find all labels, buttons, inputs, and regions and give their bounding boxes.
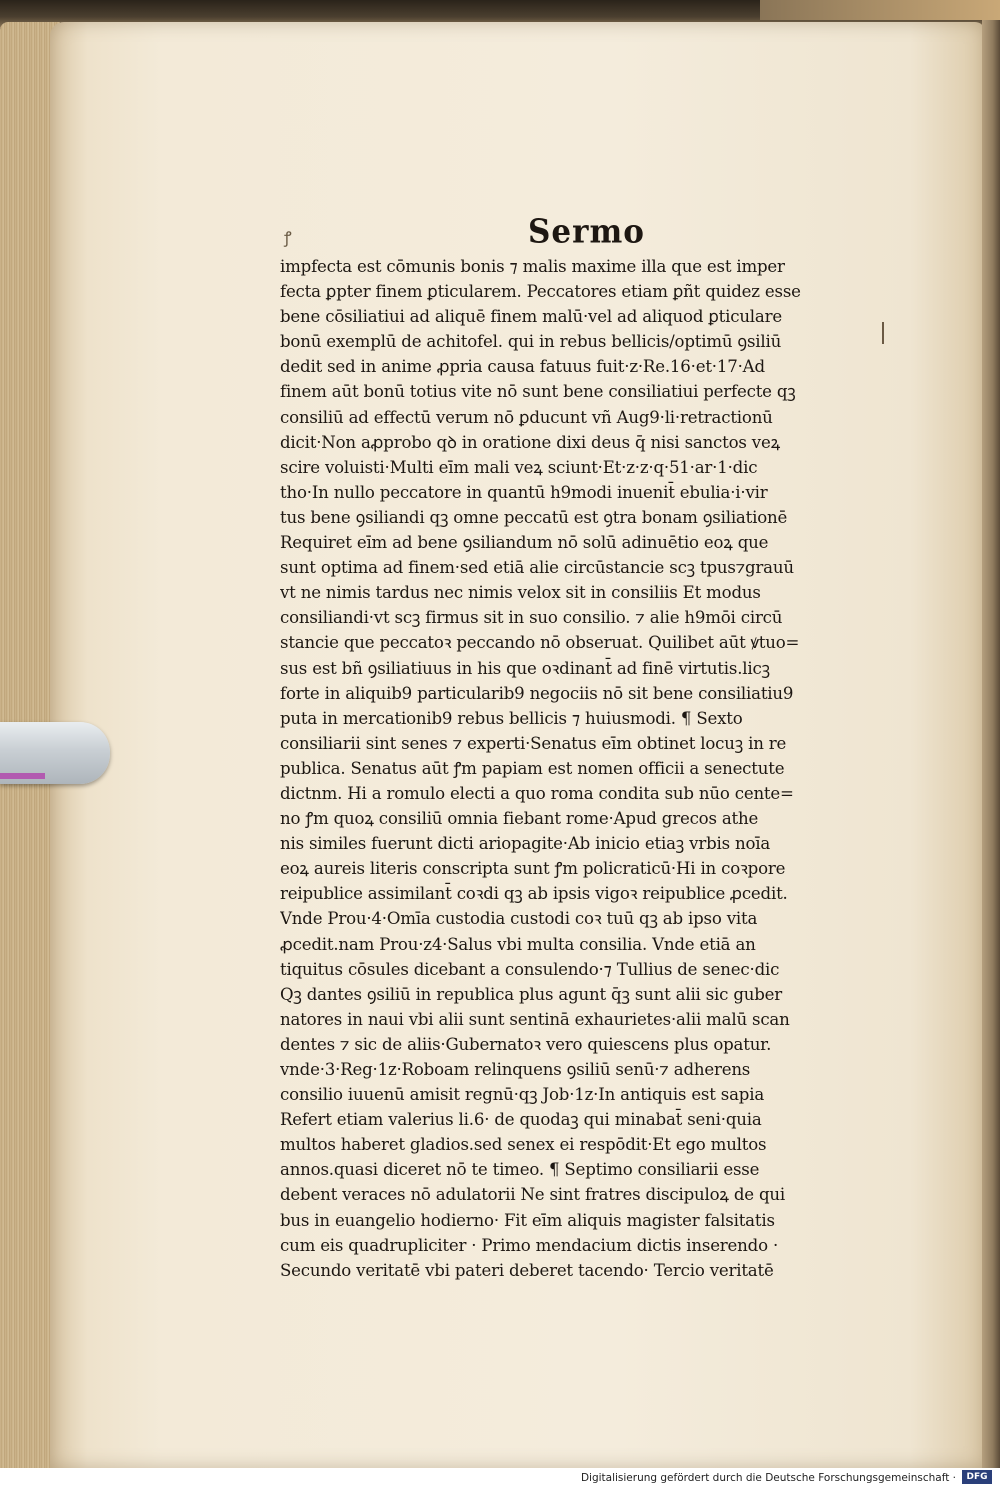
text-line: vnde·3·Reg·1z·Roboam relinquens ꝯsiliū senū·⁊ adherens — [280, 1060, 751, 1079]
text-line: bene cōsiliatiui ad aliquē finem malū·vel ad aliquod ꝑticulare — [280, 307, 782, 327]
text-line: stancie que peccatoꝛ peccando nō obseruat. Quilibet aūt ꝟtuo= — [280, 633, 800, 653]
text-line: consiliū ad effectū verum nō ꝑducunt vñ Aug9·li·retractionū — [280, 407, 773, 427]
text-line: dedit sed in anime ꝓpria causa fatuus fuit·z·Re.16·et·17·Ad — [280, 357, 765, 377]
text-line: ꝓcedit.nam Prou·z4·Salus vbi multa consilia. Vnde etiā an — [280, 934, 756, 954]
text-line: annos.quasi diceret nō te timeo. ¶ Septimo consiliarii esse — [280, 1160, 760, 1180]
text-line: bonū exemplū de achitofel. qui in rebus bellicis/optimū ꝯsiliū — [280, 332, 782, 352]
text-line: no ꝭm quoꝝ consiliū omnia fiebant rome·Apud grecos athe — [280, 809, 759, 829]
text-line: tho·In nullo peccatore in quantū h9modi inuenit̄ ebulia·i·vir — [280, 482, 768, 502]
text-line: forte in aliquib9 particularib9 negociis nō sit bene consiliatiu9 — [280, 683, 794, 703]
text-line: puta in mercationib9 rebus bellicis ⁊ huiusmodi. ¶ Sexto — [280, 708, 743, 728]
text-block — [280, 254, 880, 1283]
text-line: Refert etiam valerius li.6· de quodaꝫ qui minabat̄ seni·quia — [280, 1110, 762, 1130]
text-line: sunt optima ad finem·sed etiā alie circūstancie scꝫ tpus⁊grauū — [280, 558, 794, 578]
text-line: consilio iuuenū amisit regnū·qꝫ Job·1z·In antiquis est sapia — [280, 1085, 765, 1105]
text-line: sus est bñ ꝯsiliatiuus in his que oꝛdinant̄ ad finē virtutis.licꝫ — [280, 658, 770, 678]
text-line: finem aūt bonū totius vite nō sunt bene consiliatiui perfecte qꝫ — [280, 382, 796, 402]
text-line: Vnde Prou·4·Omīa custodia custodi coꝛ tuū qꝫ ab ipso vita — [280, 909, 758, 929]
margin-mark — [882, 322, 884, 344]
bookmark-ribbon — [0, 773, 45, 779]
text-line: fecta ꝑpter finem ꝑticularem. Peccatores etiam ꝑñt quidez esse — [280, 282, 801, 302]
text-line: debent veraces nō adulatorii Ne sint fratres discipuloꝝ de qui — [280, 1185, 785, 1205]
text-line: Secundo veritatē vbi pateri deberet tacendo· Tercio veritatē — [280, 1260, 774, 1280]
text-line: impfecta est cōmunis bonis ⁊ malis maxime illa que est imper — [280, 257, 785, 276]
text-line: publica. Senatus aūt ꝭm papiam est nomen officii a senectute — [280, 758, 785, 778]
text-line: natores in naui vbi alii sunt sentinā exhaurietes·alii malū scan — [280, 1009, 790, 1029]
text-line: tiquitus cōsules dicebant a consulendo·⁊ Tullius de senec·dic — [280, 959, 780, 979]
text-line: consiliandi·vt scꝫ firmus sit in suo consilio. ⁊ alie h9mōi circū — [280, 608, 783, 628]
text-line: dicit·Non aꝓprobo qꝺ in oratione dixi deus q̄ nisi sanctos veꝝ — [280, 432, 780, 452]
text-line: dictnm. Hi a romulo electi a quo roma condita sub nūo cente= — [280, 783, 794, 803]
text-line: reipublice assimilant̄ coꝛdi qꝫ ab ipsis vigoꝛ reipublice ꝓcedit. — [280, 884, 788, 904]
book-right-edge — [982, 20, 1000, 1468]
text-line: bus in euangelio hodierno· Fit eīm aliquis magister falsitatis — [280, 1210, 775, 1230]
dfg-logo: DFG — [962, 1470, 992, 1484]
text-line: vt ne nimis tardus nec nimis velox sit in consiliis Et modus — [280, 583, 761, 603]
text-line: tus bene ꝯsiliandi qꝫ omne peccatū est ꝯtra bonam ꝯsiliationē — [280, 507, 788, 527]
text-line: scire voluisti·Multi eīm mali veꝝ sciunt·Et·z·z·q·51·ar·1·dic — [280, 457, 758, 477]
text-line: eoꝝ aureis literis conscripta sunt ꝭm policraticū·Hi in coꝛpore — [280, 859, 786, 879]
text-line: Qꝫ dantes ꝯsiliū in republica plus agunt q̄ꝫ sunt alii sic guber — [280, 984, 783, 1004]
text-line: nis similes fuerunt dicti ariopagite·Ab inicio etiaꝫ vrbis noīa — [280, 834, 771, 854]
page-heading: Sermo — [528, 213, 645, 251]
text-line: dentes ⁊ sic de aliis·Gubernatoꝛ vero quiescens plus opatur. — [280, 1034, 772, 1054]
footer-credit: Digitalisierung gefördert durch die Deutsche Forschungsgemeinschaft · — [580, 1472, 956, 1484]
book-top-edge-right — [760, 0, 1000, 20]
text-line: multos haberet gladios.sed senex ei respōdit·Et ego multos — [280, 1135, 767, 1155]
stray-ink-mark: ꝭ — [284, 228, 292, 247]
text-line: consiliarii sint senes ⁊ experti·Senatus eīm obtinet locuꝫ in re — [280, 733, 787, 753]
text-line: Requiret eīm ad bene ꝯsiliandum nō solū adinuētio eoꝝ que — [280, 533, 769, 553]
text-line: cum eis quadrupliciter · Primo mendacium dictis inserendo · — [280, 1235, 779, 1255]
